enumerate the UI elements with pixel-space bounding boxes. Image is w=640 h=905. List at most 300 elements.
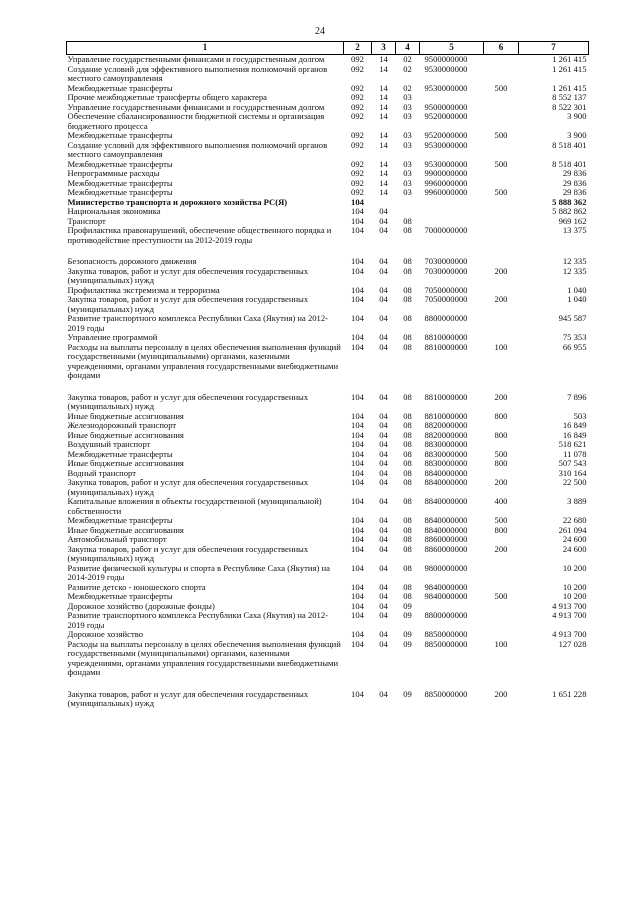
row-subsection-cell: 08: [403, 295, 412, 304]
table-row: [67, 640, 589, 690]
row-section-cell: 14: [379, 178, 388, 188]
row-target-cell: [420, 602, 484, 612]
row-subsection-cell: 08: [403, 582, 412, 592]
row-subsection-cell: 03: [403, 188, 412, 197]
row-amount-cell: 16 849: [562, 430, 587, 440]
row-name-cell: Межбюджетные трансферты: [67, 188, 173, 197]
row-section-cell: 04: [379, 497, 388, 506]
row-name-cell: Развитие транспортного комплекса Республики Саха (Якутия) на 2012-2019 годы: [67, 611, 329, 630]
row-subsection-cell: 03: [403, 178, 412, 188]
row-section-cell: 14: [379, 112, 388, 121]
row-code-cell: 092: [351, 64, 364, 74]
row-target-cell: 7030000000: [424, 257, 468, 266]
row-code-cell: 104: [351, 535, 364, 544]
row-type-cell: [484, 112, 519, 131]
row-type-cell: [484, 469, 519, 479]
row-amount-cell: 8 518 401: [552, 140, 587, 150]
row-subsection-cell: 08: [403, 525, 412, 535]
row-name-cell: Межбюджетные трансферты: [67, 131, 173, 140]
row-target-cell: 8810000000: [424, 342, 468, 352]
row-type-cell: 200: [494, 544, 508, 554]
row-code-cell: 104: [351, 449, 364, 459]
table-row: [67, 469, 589, 479]
column-header: 6: [484, 42, 519, 55]
row-name-cell: Расходы на выплаты персоналу в целях обеспечения выполнения функций государственными (муниципальными) органами, казенными учреждениями, органами управления государственными внебюджетными фондами: [67, 639, 341, 677]
row-type-cell: 500: [494, 592, 508, 601]
table-row: [67, 179, 589, 189]
row-name-cell: Развитие детско - юношеского спорта: [67, 582, 206, 592]
row-target-cell: 9530000000: [424, 83, 468, 93]
row-amount-cell: 8 552 137: [552, 93, 587, 102]
row-type-cell: 800: [494, 411, 508, 421]
row-code-cell: 092: [351, 112, 364, 121]
row-section-cell: 04: [379, 226, 388, 235]
row-code-cell: 104: [351, 630, 364, 639]
table-row: [67, 611, 589, 630]
table-row: [67, 55, 589, 65]
row-section-cell: 14: [379, 169, 388, 178]
row-subsection-cell: 03: [403, 159, 412, 169]
row-type-cell: [484, 55, 519, 65]
row-section-cell: 04: [379, 563, 388, 573]
row-code-cell: 104: [351, 295, 364, 304]
row-section-cell: 14: [379, 188, 388, 197]
row-amount-cell: 1 261 415: [552, 54, 587, 64]
table-row: [67, 267, 589, 286]
row-code-cell: 104: [351, 592, 364, 601]
row-name-cell: Межбюджетные трансферты: [67, 449, 173, 459]
table-row: [67, 478, 589, 497]
row-amount-cell: 24 600: [562, 535, 587, 544]
row-target-cell: 8840000000: [424, 525, 468, 535]
row-amount-cell: 7 896: [567, 392, 587, 402]
row-code-cell: 104: [351, 525, 364, 535]
row-subsection-cell: [396, 198, 420, 208]
row-subsection-cell: 03: [403, 112, 412, 121]
row-target-cell: 8840000000: [424, 468, 468, 478]
row-target-cell: 8830000000: [424, 459, 468, 468]
row-code-cell: 104: [351, 285, 364, 295]
row-type-cell: 800: [494, 525, 508, 535]
row-target-cell: [420, 207, 484, 217]
row-target-cell: 8810000000: [424, 392, 468, 402]
row-type-cell: 800: [494, 430, 508, 440]
row-section-cell: 04: [379, 601, 388, 611]
row-amount-cell: 8 522 301: [552, 102, 587, 112]
row-target-cell: 8800000000: [424, 611, 468, 620]
row-section-cell: 04: [379, 592, 388, 601]
row-target-cell: 7030000000: [424, 266, 468, 276]
row-section-cell: 04: [379, 611, 388, 620]
row-name-cell: Дорожное хозяйство: [67, 630, 144, 639]
table-row: [67, 545, 589, 564]
row-type-cell: [484, 421, 519, 431]
row-code-cell: 104: [351, 392, 364, 402]
table-row: [67, 421, 589, 431]
row-name-cell: Министерство транспорта и дорожного хозяйства РС(Я): [67, 197, 288, 207]
row-section-cell: 04: [379, 392, 388, 402]
row-code-cell: 092: [351, 102, 364, 112]
row-subsection-cell: 09: [403, 639, 412, 649]
row-section-cell: 04: [379, 342, 388, 352]
row-amount-cell: 1 040: [567, 295, 587, 304]
row-subsection-cell: 08: [403, 497, 412, 506]
row-amount-cell: 3 900: [567, 112, 587, 121]
row-name-cell: Дорожное хозяйство (дорожные фонды): [67, 601, 215, 611]
row-type-cell: 500: [494, 159, 508, 169]
row-name-cell: Национальная экономика: [67, 207, 161, 216]
row-section-cell: 04: [379, 478, 388, 487]
table-row: [67, 630, 589, 640]
row-subsection-cell: 09: [403, 601, 412, 611]
row-amount-cell: 3 900: [567, 131, 587, 140]
row-subsection-cell: 08: [403, 314, 412, 323]
row-code-cell: 092: [351, 140, 364, 150]
row-subsection-cell: 08: [403, 257, 412, 266]
row-section-cell: 14: [379, 131, 388, 140]
table-row: [67, 295, 589, 314]
row-amount-cell: 127 028: [558, 639, 587, 649]
row-type-cell: [484, 602, 519, 612]
row-name-cell: Закупка товаров, работ и услуг для обеспечения государственных (муниципальных) нужд: [67, 266, 309, 285]
row-target-cell: 9900000000: [424, 169, 468, 178]
row-type-cell: [484, 179, 519, 189]
row-amount-cell: 22 680: [562, 516, 587, 525]
row-target-cell: 7050000000: [424, 285, 468, 295]
row-target-cell: 8840000000: [424, 497, 468, 506]
row-name-cell: Иные бюджетные ассигнования: [67, 459, 184, 468]
row-type-cell: 200: [494, 392, 508, 402]
row-section-cell: 14: [379, 64, 388, 74]
row-target-cell: 8850000000: [424, 630, 468, 639]
row-subsection-cell: 08: [403, 333, 412, 342]
row-name-cell: Управление государственными финансами и государственным долгом: [67, 102, 325, 112]
row-section-cell: 04: [379, 516, 388, 525]
row-section-cell: 14: [379, 83, 388, 93]
row-section-cell: 14: [379, 54, 388, 64]
row-name-cell: Межбюджетные трансферты: [67, 592, 173, 601]
row-target-cell: 8820000000: [424, 430, 468, 440]
table-row: [67, 393, 589, 412]
row-section-cell: 04: [379, 639, 388, 649]
row-code-cell: 104: [351, 563, 364, 573]
row-amount-cell: 507 543: [558, 459, 587, 468]
row-target-cell: 8830000000: [424, 449, 468, 459]
row-subsection-cell: 09: [403, 689, 412, 699]
table-row: [67, 583, 589, 593]
row-name-cell: Закупка товаров, работ и услуг для обеспечения государственных (муниципальных) нужд: [67, 544, 309, 563]
row-amount-cell: 518 621: [558, 440, 587, 449]
row-target-cell: 9500000000: [424, 54, 468, 64]
row-subsection-cell: 08: [403, 544, 412, 554]
row-type-cell: 500: [494, 449, 508, 459]
row-type-cell: 500: [494, 131, 508, 140]
row-code-cell: 092: [351, 169, 364, 178]
row-name-cell: Профилактика правонарушений, обеспечение общественного порядка и противодействие преступности на 2012-2019 годы: [67, 226, 332, 245]
row-target-cell: 9840000000: [424, 582, 468, 592]
row-type-cell: 200: [494, 266, 508, 276]
row-name-cell: Развитие транспортного комплекса Республики Саха (Якутия) на 2012-2019 годы: [67, 314, 329, 333]
row-subsection-cell: 08: [403, 440, 412, 449]
row-code-cell: 104: [351, 197, 364, 207]
row-name-cell: Управление программой: [67, 333, 158, 342]
row-type-cell: 200: [494, 295, 508, 304]
row-target-cell: 9530000000: [424, 64, 468, 74]
row-section-cell: 04: [379, 440, 388, 449]
row-amount-cell: 5 888 362: [552, 197, 587, 207]
row-target-cell: 7050000000: [424, 295, 468, 304]
row-target-cell: [420, 198, 484, 208]
row-subsection-cell: 08: [403, 216, 412, 226]
row-target-cell: 8860000000: [424, 535, 468, 544]
row-code-cell: 092: [351, 93, 364, 102]
row-target-cell: 8850000000: [424, 639, 468, 649]
table-row: [67, 141, 589, 160]
row-code-cell: 104: [351, 459, 364, 468]
row-amount-cell: 1 651 228: [552, 689, 587, 699]
table-row: [67, 564, 589, 583]
row-amount-cell: 29 836: [562, 169, 587, 178]
row-type-cell: [484, 564, 519, 583]
row-target-cell: 9500000000: [424, 102, 468, 112]
row-subsection-cell: 08: [403, 226, 412, 235]
row-target-cell: 9520000000: [424, 131, 468, 140]
row-code-cell: 104: [351, 478, 364, 487]
column-header: 3: [372, 42, 396, 55]
row-amount-cell: 75 353: [562, 333, 587, 342]
row-subsection-cell: 08: [403, 535, 412, 544]
row-target-cell: [420, 217, 484, 227]
row-amount-cell: 29 836: [562, 188, 587, 197]
row-subsection-cell: [396, 207, 420, 217]
row-type-cell: [484, 440, 519, 450]
table-row: [67, 131, 589, 141]
column-header: 2: [344, 42, 372, 55]
table-row: [67, 343, 589, 393]
table-row: [67, 459, 589, 469]
row-name-cell: Создание условий для эффективного выполнения полномочий органов местного самоуправления: [67, 140, 328, 159]
table-row: [67, 93, 589, 103]
row-amount-cell: 4 913 700: [552, 601, 587, 611]
row-code-cell: 104: [351, 497, 364, 506]
row-section-cell: 04: [379, 468, 388, 478]
row-subsection-cell: 08: [403, 478, 412, 487]
row-type-cell: 800: [494, 459, 508, 468]
row-name-cell: Закупка товаров, работ и услуг для обеспечения государственных (муниципальных) нужд: [67, 689, 309, 708]
row-type-cell: 200: [494, 689, 508, 699]
row-subsection-cell: 08: [403, 430, 412, 440]
row-name-cell: Иные бюджетные ассигнования: [67, 525, 184, 535]
row-code-cell: 104: [351, 611, 364, 620]
row-amount-cell: 310 164: [558, 468, 587, 478]
row-name-cell: Межбюджетные трансферты: [67, 178, 173, 188]
table-row: [67, 84, 589, 94]
row-code-cell: 092: [351, 188, 364, 197]
row-amount-cell: 1 261 415: [552, 83, 587, 93]
row-name-cell: Закупка товаров, работ и услуг для обеспечения государственных (муниципальных) нужд: [67, 392, 309, 411]
row-type-cell: [484, 141, 519, 160]
row-subsection-cell: 03: [403, 169, 412, 178]
table-row: [67, 333, 589, 343]
row-subsection-cell: 03: [403, 102, 412, 112]
table-row: [67, 188, 589, 198]
row-section-cell: 04: [379, 285, 388, 295]
row-subsection-cell: 08: [403, 266, 412, 276]
row-section-cell: [372, 198, 396, 208]
row-name-cell: Развитие физической культуры и спорта в Республике Саха (Якутия) на 2014-2019 годы: [67, 563, 330, 582]
row-code-cell: 104: [351, 440, 364, 449]
row-subsection-cell: 08: [403, 459, 412, 468]
row-section-cell: 04: [379, 207, 388, 216]
row-section-cell: 04: [379, 411, 388, 421]
row-type-cell: [484, 286, 519, 296]
row-section-cell: 04: [379, 525, 388, 535]
column-header: 1: [67, 42, 344, 55]
row-amount-cell: 10 200: [562, 563, 587, 573]
row-subsection-cell: 08: [403, 392, 412, 402]
row-section-cell: 04: [379, 266, 388, 276]
table-row: [67, 497, 589, 516]
row-type-cell: 500: [494, 83, 508, 93]
row-amount-cell: 22 500: [562, 478, 587, 487]
row-section-cell: 14: [379, 140, 388, 150]
row-code-cell: 104: [351, 689, 364, 699]
table-row: [67, 690, 589, 709]
row-name-cell: Закупка товаров, работ и услуг для обеспечения государственных (муниципальных) нужд: [67, 295, 309, 314]
row-subsection-cell: 08: [403, 342, 412, 352]
row-amount-cell: 10 200: [562, 592, 587, 601]
row-type-cell: [484, 611, 519, 630]
row-name-cell: Создание условий для эффективного выполнения полномочий органов местного самоуправления: [67, 64, 328, 83]
row-code-cell: 104: [351, 266, 364, 276]
table-row: [67, 516, 589, 526]
row-section-cell: 04: [379, 582, 388, 592]
table-row: [67, 257, 589, 267]
row-code-cell: 104: [351, 411, 364, 421]
row-subsection-cell: 09: [403, 611, 412, 620]
row-section-cell: 04: [379, 544, 388, 554]
row-section-cell: 04: [379, 333, 388, 342]
table-row: [67, 431, 589, 441]
row-section-cell: 04: [379, 257, 388, 266]
table-header-row: [67, 42, 589, 55]
row-name-cell: Межбюджетные трансферты: [67, 159, 173, 169]
row-subsection-cell: 08: [403, 516, 412, 525]
row-section-cell: 04: [379, 459, 388, 468]
row-amount-cell: 10 200: [562, 582, 587, 592]
row-type-cell: [484, 535, 519, 545]
row-section-cell: 04: [379, 421, 388, 430]
row-code-cell: 104: [351, 216, 364, 226]
table-row: [67, 207, 589, 217]
row-subsection-cell: 02: [403, 64, 412, 74]
row-type-cell: 500: [494, 188, 508, 197]
row-code-cell: 104: [351, 257, 364, 266]
row-name-cell: Иные бюджетные ассигнования: [67, 411, 184, 421]
row-section-cell: 14: [379, 159, 388, 169]
row-type-cell: [484, 169, 519, 179]
row-code-cell: 092: [351, 54, 364, 64]
row-type-cell: 500: [494, 516, 508, 525]
row-type-cell: [484, 207, 519, 217]
row-type-cell: [484, 65, 519, 84]
row-code-cell: 104: [351, 639, 364, 649]
row-target-cell: 9960000000: [424, 188, 468, 197]
row-target-cell: 9530000000: [424, 140, 468, 150]
row-type-cell: [484, 583, 519, 593]
table-row: [67, 103, 589, 113]
row-type-cell: [484, 198, 519, 208]
row-code-cell: 092: [351, 178, 364, 188]
row-name-cell: Безопасность дорожного движения: [67, 257, 197, 266]
row-amount-cell: 261 094: [558, 525, 587, 535]
row-target-cell: 9530000000: [424, 159, 468, 169]
row-amount-cell: 24 600: [562, 544, 587, 554]
row-code-cell: 092: [351, 83, 364, 93]
row-subsection-cell: 02: [403, 83, 412, 93]
row-name-cell: Закупка товаров, работ и услуг для обеспечения государственных (муниципальных) нужд: [67, 478, 309, 497]
table-row: [67, 412, 589, 422]
row-subsection-cell: 08: [403, 421, 412, 430]
table-row: [67, 450, 589, 460]
row-target-cell: 9800000000: [424, 563, 468, 573]
row-subsection-cell: 08: [403, 468, 412, 478]
row-target-cell: 8850000000: [424, 689, 468, 699]
table-row: [67, 198, 589, 208]
row-amount-cell: 4 913 700: [552, 611, 587, 620]
table-row: [67, 112, 589, 131]
row-name-cell: Воздушный транспорт: [67, 440, 151, 449]
budget-table: [66, 41, 589, 709]
row-name-cell: Межбюджетные трансферты: [67, 516, 173, 525]
row-type-cell: 100: [494, 342, 508, 352]
row-type-cell: 100: [494, 639, 508, 649]
page-number: 24: [315, 26, 325, 37]
row-type-cell: [484, 257, 519, 267]
row-name-cell: Управление государственными финансами и государственным долгом: [67, 54, 325, 64]
row-code-cell: 104: [351, 226, 364, 235]
row-amount-cell: 8 518 401: [552, 159, 587, 169]
row-amount-cell: 11 078: [563, 449, 587, 459]
row-subsection-cell: 08: [403, 285, 412, 295]
row-target-cell: 9840000000: [424, 592, 468, 601]
row-name-cell: Непрограммные расходы: [67, 169, 160, 178]
row-name-cell: Профилактика экстремизма и терроризма: [67, 285, 220, 295]
row-type-cell: [484, 93, 519, 103]
table-row: [67, 217, 589, 227]
row-section-cell: 04: [379, 449, 388, 459]
table-row: [67, 160, 589, 170]
row-target-cell: 8800000000: [424, 314, 468, 323]
row-subsection-cell: 02: [403, 54, 412, 64]
row-section-cell: 14: [379, 93, 388, 102]
table-row: [67, 226, 589, 257]
row-section-cell: 04: [379, 216, 388, 226]
row-section-cell: 04: [379, 430, 388, 440]
row-section-cell: 04: [379, 630, 388, 639]
row-type-cell: [484, 314, 519, 333]
row-target-cell: 8860000000: [424, 544, 468, 554]
column-header: 7: [519, 42, 589, 55]
row-name-cell: Автомобильный транспорт: [67, 535, 167, 544]
row-code-cell: 092: [351, 131, 364, 140]
row-target-cell: 8840000000: [424, 516, 468, 525]
row-target-cell: 8810000000: [424, 333, 468, 342]
row-code-cell: 104: [351, 207, 364, 216]
row-amount-cell: 503: [573, 411, 587, 421]
column-header: 4: [396, 42, 420, 55]
row-name-cell: Транспорт: [67, 216, 106, 226]
